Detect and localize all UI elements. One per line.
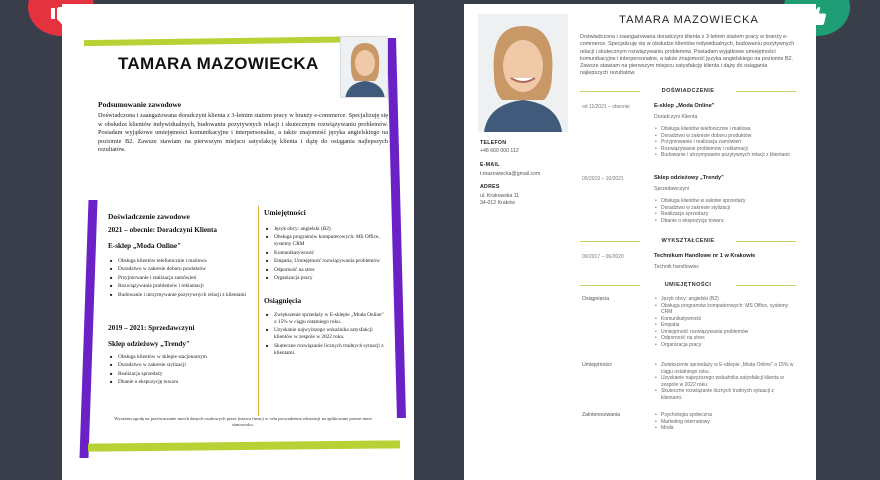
list-item: • Język obcy: angielski (B2) bbox=[654, 296, 796, 303]
list-item: ■ Odporność na stres bbox=[266, 267, 384, 274]
list-item: • Odporność na stres bbox=[654, 335, 796, 342]
list-item: ■ Rozwiązywanie problemów i reklamacji bbox=[110, 283, 250, 290]
list-item: • Empatia bbox=[654, 322, 796, 329]
list-item: • Przyjmowanie i realizacja zamówień bbox=[654, 139, 796, 146]
profile-photo bbox=[478, 14, 568, 132]
list-item: • Doradztwo w zakresie stylizacji bbox=[654, 205, 796, 212]
list-item: ■ Budowanie i utrzymywanie pozytywnych relacji z klientami bbox=[110, 292, 250, 299]
job2-company: Sklep odzieżowy „Trendy" bbox=[108, 340, 190, 348]
job2-company: Sklep odzieżowy „Trendy" bbox=[654, 175, 724, 181]
list-item: ■ Obsługa klientów w sklepie stacjonarnym bbox=[110, 354, 250, 361]
job1-period: 2021 – obecnie: Doradczyni Klienta bbox=[108, 226, 217, 234]
list-item: • Komunikatywność bbox=[654, 316, 796, 323]
purple-right-bar bbox=[387, 38, 406, 418]
list-item: • Moda bbox=[654, 425, 796, 432]
list-item: ■ Język obcy: angielski (B2) bbox=[266, 226, 384, 233]
job1-list bbox=[110, 258, 250, 300]
achievements-title: Osiągnięcia bbox=[264, 296, 302, 305]
skills-title: Umiejętności bbox=[264, 208, 306, 217]
edu-school: Technikum Handlowe nr 1 w Krakowie bbox=[654, 253, 756, 259]
email-label: E-MAIL bbox=[480, 162, 500, 168]
skills-heading: UMIEJĘTNOŚCI bbox=[580, 282, 796, 288]
list-item: ■ Realizacja sprzedaży bbox=[110, 371, 250, 378]
phone-label: TELEFON bbox=[480, 140, 507, 146]
address-line1: ul. Krakowska 11 bbox=[480, 193, 520, 199]
list-item: • Marketing internetowy bbox=[654, 419, 796, 426]
list-item: • Budowanie i utrzymywanie pozytywnych relacji z klientami bbox=[654, 152, 796, 159]
row1-list bbox=[654, 296, 796, 348]
list-item: ■ Uzyskanie najwyższego wskaźnika satysfakcji klientów w zespole w 2022 roku. bbox=[266, 327, 384, 341]
phone-value: +48 660 000 112 bbox=[480, 148, 519, 154]
list-item: • Doradztwo w zakresie doboru produktów bbox=[654, 133, 796, 140]
list-item: ■ Doradztwo w zakresie stylizacji bbox=[110, 362, 250, 369]
row1-label: Osiągnięcia bbox=[582, 296, 610, 302]
good-cv-page bbox=[464, 4, 816, 480]
list-item: ■ Komunikatywność bbox=[266, 250, 384, 257]
list-item: ■ Skuteczne rozwiązanie licznych trudnych sytuacji z klientami. bbox=[266, 343, 384, 357]
summary-title: Podsumowanie zawodowe bbox=[98, 100, 182, 109]
cv-name: TAMARA MAZOWIECKA bbox=[118, 54, 319, 73]
skills-list bbox=[266, 226, 384, 284]
bad-cv-page bbox=[62, 4, 414, 480]
list-item: ■ Przyjmowanie i realizacja zamówień bbox=[110, 275, 250, 282]
email-value: t.mazowiecka@gmail.com bbox=[480, 171, 541, 177]
green-bottom-bar bbox=[88, 440, 400, 451]
list-item: • Umiejętność rozwiązywania problemów bbox=[654, 329, 796, 336]
list-item: • Organizacja pracy bbox=[654, 342, 796, 349]
job2-role: Sprzedawczyni bbox=[654, 186, 689, 192]
list-item: • Skuteczne rozwiązanie licznych trudnych sytuacji z klientami. bbox=[654, 388, 796, 401]
job2-date: 05/2019 – 10/2021 bbox=[582, 176, 624, 182]
summary-text: Doświadczona i zaangażowana doradczyni klienta z 3-letnim stażem pracy w branży e-commerce. Specjalizuję się w obsłudze klientów indywidualnych, budowaniu pozytywnych relacji i skutecznym rozwiązywaniu problemów. Posiadam wyjątkowe umiejętności komunikacyjne i interpersonalne, a także znajomość języka angielskiego na poziomie B2. Zawsze stawiam na pierwszym miejscu satysfakcję klienta i dążę do osiągania najlepszych rezultatów. bbox=[98, 112, 388, 153]
row2-list bbox=[654, 362, 796, 401]
job1-company: E-sklep „Moda Online" bbox=[654, 103, 715, 109]
address-label: ADRES bbox=[480, 184, 500, 190]
job1-company: E-sklep „Moda Online" bbox=[108, 242, 182, 250]
list-item: ■ Dbanie o ekspozycję towaru bbox=[110, 379, 250, 386]
list-item: • Dbanie o ekspozycję towaru bbox=[654, 218, 796, 225]
experience-title: Doświadczenie zawodowe bbox=[108, 212, 190, 221]
summary-text: Doświadczona i zaangażowana doradczyni klienta z 3-letnim stażem pracy w branży e-commerce. Specjalizuję się w obsłudze klientów indywidualnych, budowaniu pozytywnych relacji i skutecznym rozwiązywaniu problemów. Posiadam wyjątkowe umiejętności komunikacyjne i interpersonalne, a także znajomość języka angielskiego na poziomie B2. Zawsze stawiam na pierwszym miejscu satysfakcję klienta i dążę do osiągania najlepszych rezultatów. bbox=[580, 34, 795, 77]
list-item: ■ Obsługa programów komputerowych: MS Office, systemy CRM bbox=[266, 234, 384, 248]
list-item: ■ Zwiększenie sprzedaży w E-sklepie „Moda Online" o 15% w ciągu ostatniego roku. bbox=[266, 312, 384, 326]
education-heading: WYKSZTAŁCENIE bbox=[580, 238, 796, 244]
job1-role: Doradczyni Klienta bbox=[654, 114, 698, 120]
green-top-bar bbox=[84, 36, 384, 46]
job1-list bbox=[654, 126, 796, 159]
row3-list bbox=[654, 412, 796, 432]
job1-date: od 11/2021 – obecnie bbox=[582, 104, 630, 110]
profile-photo bbox=[340, 36, 388, 98]
list-item: ■ Doradztwo w zakresie doboru produktów bbox=[110, 266, 250, 273]
list-item: • Obsługa klientów w salonie sprzedaży bbox=[654, 198, 796, 205]
list-item: • Realizacja sprzedaży bbox=[654, 211, 796, 218]
experience-heading: DOŚWIADCZENIE bbox=[580, 88, 796, 94]
address-line2: 34-012 Kraków bbox=[480, 200, 515, 206]
row3-label: Zainteresowania bbox=[582, 412, 621, 418]
list-item: • Rozwiązywanie problemów i reklamacji bbox=[654, 146, 796, 153]
job2-period: 2019 – 2021: Sprzedawczyni bbox=[108, 324, 195, 332]
list-item: ■ Organizacja pracy bbox=[266, 275, 384, 282]
list-item: • Uzyskanie najwyższego wskaźnika satysfakcji klienta w zespole w 2022 roku. bbox=[654, 375, 796, 388]
job2-list bbox=[654, 198, 796, 224]
list-item: • Zwiększenie sprzedaży w E-sklepie „Moda Online" o 15% w ciągu ostatniego roku. bbox=[654, 362, 796, 375]
cv-name: TAMARA MAZOWIECKA bbox=[619, 14, 759, 26]
list-item: • Psychologia społeczna bbox=[654, 412, 796, 419]
edu-field: Technik handlowiec bbox=[654, 264, 699, 270]
list-item: • Obsługa klientów telefonicznie i mailowa bbox=[654, 126, 796, 133]
column-divider bbox=[258, 206, 259, 416]
purple-left-bar bbox=[79, 200, 97, 458]
consent-clause: Wyrażam zgodę na przetwarzanie moich danych osobowych przez (nazwa firmy) w celu prowadzenia rekrutacji na aplikowane przeze mnie stanowisko. bbox=[114, 416, 372, 427]
row2-label: Umiejętności bbox=[582, 362, 612, 368]
list-item: • Obsługa programów komputerowych: MS Office, systemy CRM bbox=[654, 303, 796, 316]
list-item: ■ Empatia, Umiejętność rozwiązywania problemów bbox=[266, 258, 384, 265]
edu-date: 09/2017 – 06/2020 bbox=[582, 254, 624, 260]
job2-list bbox=[110, 354, 250, 388]
achievements-list bbox=[266, 312, 384, 358]
list-item: ■ Obsługa klientów telefonicznie i mailowa bbox=[110, 258, 250, 265]
